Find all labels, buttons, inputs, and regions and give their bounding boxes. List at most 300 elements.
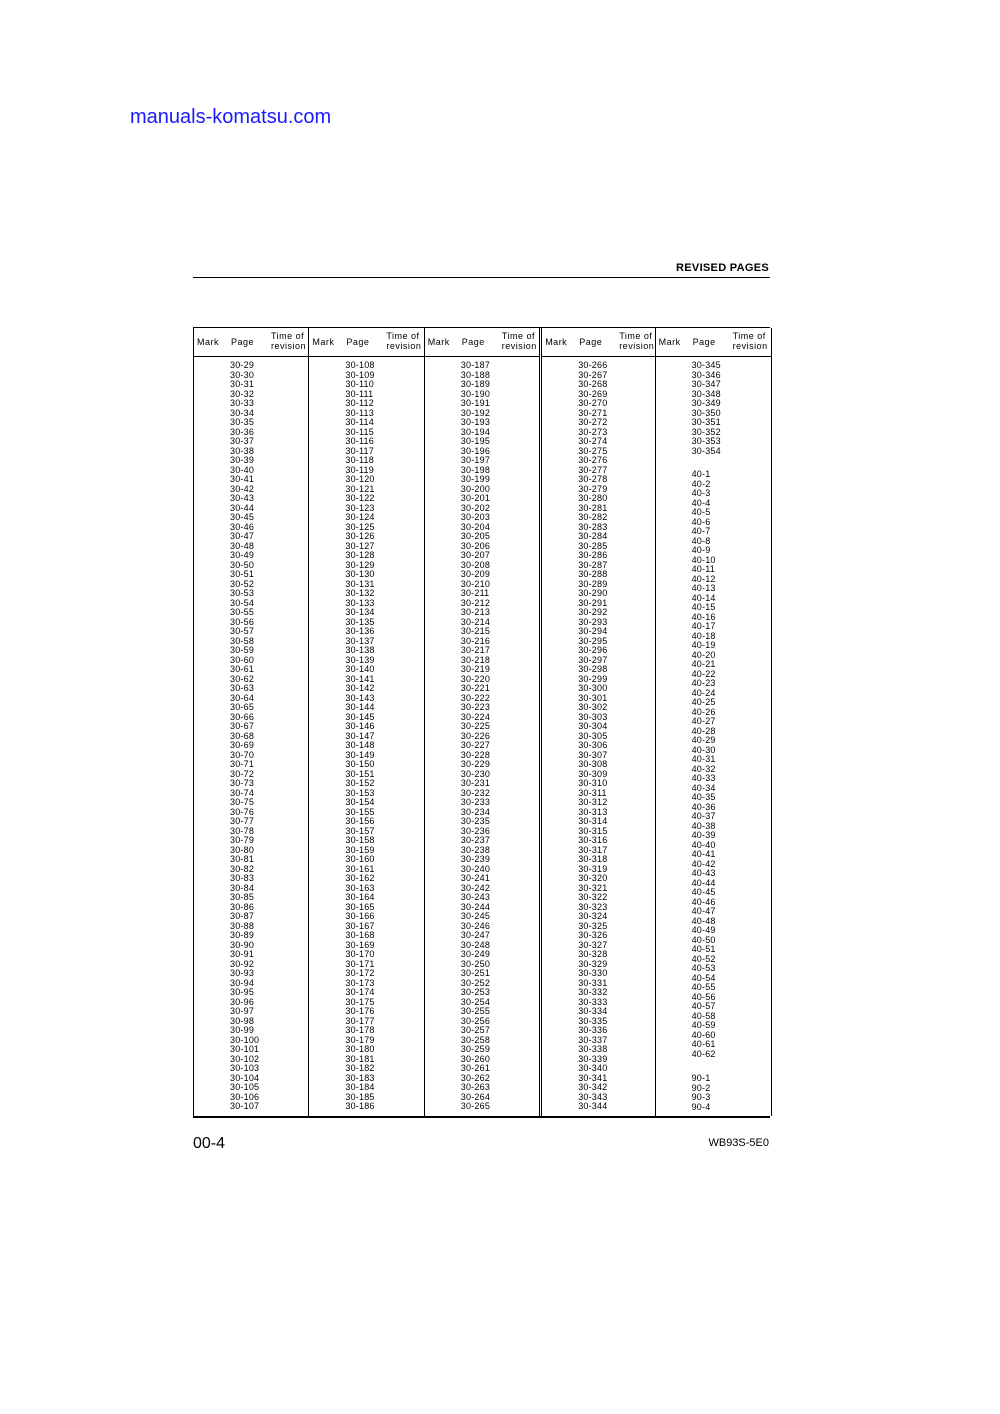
header-time-of: Time of (501, 331, 535, 341)
table-row: 30-33 (230, 398, 255, 408)
table-row: 30-311 (578, 787, 607, 798)
table-row: 30-115 (345, 426, 374, 437)
page-list (345, 361, 374, 1112)
table-row: 40-46 (691, 896, 716, 907)
table-row: 40-10 (691, 554, 716, 565)
table-row: 30-224 (460, 711, 491, 722)
table-row: 40-35 (691, 792, 716, 802)
table-column-group (308, 328, 424, 1116)
table-row: 40-14 (691, 592, 716, 603)
table-row: 30-217 (460, 645, 491, 655)
table-row: 30-162 (345, 873, 375, 883)
table-row: 30-211 (460, 588, 490, 598)
table-row: 40-5 (691, 507, 711, 517)
table-row: 30-45 (230, 512, 255, 522)
table-row: 30-183 (345, 1072, 375, 1083)
table-row: 30-132 (345, 588, 375, 598)
table-row: 30-337 (578, 1034, 608, 1045)
table-row: 30-29 (230, 360, 255, 370)
table-row: 30-95 (230, 987, 255, 997)
table-row: 40-33 (691, 773, 716, 783)
table-row: 30-152 (345, 778, 375, 788)
header-revision: revision (386, 341, 422, 351)
table-row: 30-351 (691, 417, 721, 427)
table-row: 30-243 (460, 892, 491, 902)
table-row: 30-287 (578, 559, 608, 570)
table-row: 30-288 (578, 569, 608, 579)
table-row: 90-3 (691, 1092, 711, 1102)
header-time-of: Time of (619, 331, 653, 341)
table-row: 40-40 (691, 839, 716, 850)
table-row: 90-2 (691, 1082, 711, 1093)
table-row: 30-44 (230, 502, 255, 513)
table-row: 30-174 (345, 987, 375, 997)
table-row: 30-222 (460, 692, 491, 703)
table-row: 30-116 (345, 436, 374, 446)
table-row: 30-159 (345, 844, 375, 855)
table-row: 40-47 (691, 906, 716, 916)
table-row: 30-180 (345, 1044, 375, 1054)
table-row: 30-256 (460, 1015, 491, 1026)
table-row: 30-135 (345, 616, 375, 627)
table-row: 30-125 (345, 521, 375, 532)
table-row: 40-42 (691, 858, 716, 869)
table-row: 30-273 (578, 426, 608, 437)
table-row: 30-71 (230, 759, 255, 769)
header-page: Page (231, 337, 255, 347)
header-time-of: Time of (386, 331, 420, 341)
header-revision: revision (732, 341, 768, 351)
table-row: 30-187 (460, 360, 491, 370)
table-row: 30-77 (230, 816, 255, 826)
table-row: 30-121 (345, 483, 375, 494)
table-row: 30-127 (345, 540, 375, 551)
table-row: 30-266 (578, 360, 608, 370)
table-row: 30-302 (578, 702, 608, 712)
table-row: 30-275 (578, 445, 608, 456)
table-row: 30-198 (460, 464, 491, 475)
table-row: 40-3 (691, 488, 711, 498)
table-row: 30-322 (578, 892, 608, 902)
table-row: 30-340 (578, 1063, 608, 1073)
table-row: 30-73 (230, 778, 255, 788)
table-row: 30-129 (345, 559, 375, 570)
table-row: 30-235 (460, 816, 491, 826)
table-row: 40-30 (691, 744, 716, 755)
table-row: 30-241 (460, 873, 491, 883)
table-row: 40-7 (691, 526, 711, 536)
table-row: 30-93 (230, 968, 255, 978)
table-row: 30-284 (578, 531, 608, 541)
table-row: 30-171 (345, 958, 375, 969)
table-row: 30-313 (578, 806, 608, 817)
table-row: 30-277 (578, 464, 608, 475)
table-row: 30-109 (345, 369, 375, 380)
table-row: 30-257 (460, 1025, 491, 1035)
table-row: 30-312 (578, 797, 608, 807)
table-row: 30-103 (230, 1063, 260, 1073)
header-page: Page (579, 337, 603, 347)
table-row: 30-308 (578, 759, 608, 769)
table-row: 30-98 (230, 1015, 255, 1026)
table-row: 30-169 (345, 939, 375, 950)
table-row: 30-218 (460, 654, 491, 665)
table-row: 30-232 (460, 787, 491, 798)
table-row: 30-178 (345, 1025, 375, 1035)
table-row: 40-49 (691, 925, 716, 935)
table-row: 30-219 (460, 664, 491, 674)
table-row: 30-30 (230, 369, 255, 380)
table-row: 30-350 (691, 407, 721, 418)
table-row: 30-321 (578, 882, 608, 893)
table-row: 30-234 (460, 806, 491, 817)
table-row: 30-51 (230, 569, 255, 579)
table-row: 30-118 (345, 455, 374, 465)
table-row: 30-344 (578, 1101, 608, 1111)
table-row: 30-307 (578, 749, 608, 760)
header-time-of: Time of (271, 331, 305, 341)
table-row: 30-176 (345, 1006, 375, 1016)
table-row: 40-4 (691, 497, 711, 508)
table-row: 30-123 (345, 502, 375, 513)
table-row: 30-108 (345, 360, 375, 370)
table-row: 30-354 (691, 445, 721, 456)
table-row: 30-126 (345, 531, 375, 541)
table-row: 30-94 (230, 977, 255, 988)
table-row: 40-25 (691, 697, 716, 707)
table-row: 40-15 (691, 602, 716, 612)
table-row: 30-134 (345, 607, 375, 617)
table-row: 30-34 (230, 407, 255, 418)
column-header (425, 328, 540, 357)
header-time-of-revision (386, 331, 421, 351)
table-row: 30-96 (230, 996, 255, 1007)
table-row: 40-60 (691, 1029, 716, 1040)
table-row: 30-339 (578, 1053, 608, 1064)
table-row: 30-157 (345, 825, 375, 836)
table-row: 30-353 (691, 436, 721, 446)
table-row: 30-244 (460, 901, 491, 912)
table-row: 30-37 (230, 436, 255, 446)
table-row: 40-23 (691, 678, 716, 688)
table-row: 30-251 (460, 968, 491, 978)
table-row: 30-317 (578, 844, 608, 855)
header-mark: Mark (312, 337, 335, 347)
table-row: 30-221 (460, 683, 491, 693)
table-row: 30-78 (230, 825, 255, 836)
table-row: 30-32 (230, 388, 255, 399)
table-row: 30-133 (345, 597, 375, 608)
table-row: 40-22 (691, 668, 716, 679)
table-row: 30-290 (578, 588, 608, 598)
table-row: 30-280 (578, 493, 608, 503)
table-row: 30-141 (345, 673, 375, 684)
table-row: 30-100 (230, 1034, 260, 1045)
table-row: 30-210 (460, 578, 491, 589)
table-row: 30-332 (578, 987, 608, 997)
table-row: 30-185 (345, 1091, 375, 1102)
table-row: 30-206 (460, 540, 491, 551)
table-row: 30-68 (230, 730, 255, 741)
table-row: 30-70 (230, 749, 255, 760)
table-row: 40-19 (691, 640, 716, 650)
table-row: 30-249 (460, 949, 491, 959)
table-row: 30-74 (230, 787, 255, 798)
table-row: 30-329 (578, 958, 608, 969)
table-row: 30-64 (230, 692, 255, 703)
table-row: 30-278 (578, 474, 608, 484)
table-row: 30-239 (460, 854, 491, 864)
table-row: 30-320 (578, 873, 608, 883)
table-row: 40-26 (691, 706, 716, 717)
table-row: 30-99 (230, 1025, 255, 1035)
table-row: 30-306 (578, 740, 608, 750)
table-row: 90-1 (691, 1073, 711, 1083)
model-code: WB93S-5E0 (708, 1137, 769, 1149)
table-row: 30-192 (460, 407, 491, 418)
table-row: 30-295 (578, 635, 608, 646)
table-row: 30-212 (460, 597, 491, 608)
table-row: 30-43 (230, 493, 255, 503)
table-row: 30-87 (230, 911, 255, 921)
table-row: 30-124 (345, 512, 375, 522)
table-row: 30-48 (230, 540, 255, 551)
page-number: 00-4 (193, 1135, 226, 1152)
table-row: 30-138 (345, 645, 375, 655)
table-row: 30-326 (578, 930, 608, 940)
table-row: 30-209 (460, 569, 491, 579)
table-row: 30-111 (345, 388, 374, 399)
table-row: 30-253 (460, 987, 491, 997)
table-row: 30-182 (345, 1063, 375, 1073)
table-row: 30-265 (460, 1101, 491, 1111)
table-row: 30-173 (345, 977, 375, 988)
table-row: 30-289 (578, 578, 608, 589)
table-column-group (424, 328, 540, 1116)
table-row: 30-56 (230, 616, 255, 627)
table-row: 30-150 (345, 759, 375, 769)
table-row: 30-39 (230, 455, 255, 465)
table-row: 30-188 (460, 369, 491, 380)
header-mark: Mark (545, 337, 568, 347)
column-header (309, 328, 424, 357)
table-row: 30-120 (345, 474, 375, 484)
table-row: 30-167 (345, 920, 375, 931)
table-row: 30-31 (230, 379, 255, 389)
table-row: 30-82 (230, 863, 255, 874)
table-row: 40-27 (691, 716, 716, 726)
table-row: 30-254 (460, 996, 491, 1007)
table-row: 30-106 (230, 1091, 260, 1102)
table-row: 40-31 (691, 754, 716, 764)
header-mark: Mark (427, 337, 450, 347)
table-row: 30-323 (578, 901, 608, 912)
table-row: 30-63 (230, 683, 255, 693)
column-header (194, 328, 309, 357)
table-row: 30-229 (460, 759, 491, 769)
table-row: 30-84 (230, 882, 255, 893)
table-row: 30-172 (345, 968, 375, 978)
table-row: 30-102 (230, 1053, 260, 1064)
table-row: 30-147 (345, 730, 375, 741)
table-row: 30-69 (230, 740, 255, 750)
table-row: 30-341 (578, 1072, 608, 1083)
table-row: 30-175 (345, 996, 375, 1007)
table-row: 30-347 (691, 379, 721, 389)
page-list (461, 361, 490, 1112)
table-row: 40-61 (691, 1039, 716, 1049)
table-row: 30-140 (345, 664, 375, 674)
table-row: 30-200 (460, 483, 491, 494)
table-row: 30-42 (230, 483, 255, 494)
table-row: 30-72 (230, 768, 255, 779)
table-column-group (655, 328, 772, 1116)
header-time-of-revision (502, 331, 537, 351)
page-list (692, 361, 721, 1112)
header-revision: revision (271, 341, 307, 351)
table-row: 30-342 (578, 1082, 608, 1092)
table-row: 30-343 (578, 1091, 608, 1102)
revised-pages-table (193, 327, 770, 1118)
table-row: 30-153 (345, 787, 375, 798)
table-row: 30-259 (460, 1044, 491, 1054)
table-row: 30-348 (691, 388, 721, 399)
table-row: 30-271 (578, 407, 608, 418)
table-row: 40-13 (691, 583, 716, 593)
table-row: 30-85 (230, 892, 255, 902)
table-row: 40-50 (691, 934, 716, 945)
table-row: 30-267 (578, 369, 608, 380)
table-row: 30-303 (578, 711, 608, 722)
table-row: 40-21 (691, 659, 716, 669)
table-row: 30-316 (578, 835, 608, 845)
table-row: 30-86 (230, 901, 255, 912)
table-row: 30-215 (460, 626, 491, 636)
table-row: 40-36 (691, 801, 716, 812)
table-row: 40-44 (691, 877, 716, 888)
table-row: 30-76 (230, 806, 255, 817)
header-page: Page (461, 337, 485, 347)
table-row: 30-122 (345, 493, 375, 503)
table-row: 30-75 (230, 797, 255, 807)
table-row: 30-255 (460, 1006, 491, 1016)
table-row: 40-52 (691, 953, 716, 964)
header-revision: revision (619, 341, 655, 351)
table-row: 30-225 (460, 721, 491, 731)
table-row: 40-58 (691, 1010, 716, 1021)
table-row: 30-81 (230, 854, 255, 864)
table-row: 40-2 (691, 478, 711, 489)
table-row: 30-80 (230, 844, 255, 855)
table-row: 30-97 (230, 1006, 255, 1016)
table-row: 30-207 (460, 550, 491, 560)
page-list (230, 361, 259, 1112)
table-row: 30-66 (230, 711, 255, 722)
table-row: 30-227 (460, 740, 491, 750)
header-time-of-revision (271, 331, 306, 351)
table-column-group (539, 328, 657, 1116)
table-row: 30-83 (230, 873, 255, 883)
watermark-link[interactable]: manuals-komatsu.com (130, 106, 332, 128)
table-row: 30-154 (345, 797, 375, 807)
table-row: 30-149 (345, 749, 375, 760)
table-row: 30-191 (460, 398, 491, 408)
column-header (542, 328, 657, 357)
header-mark: Mark (197, 337, 219, 347)
table-row: 30-299 (578, 673, 608, 684)
table-row: 30-131 (345, 578, 375, 589)
table-row: 30-184 (345, 1082, 375, 1092)
table-row: 30-201 (460, 493, 491, 503)
table-row: 40-12 (691, 573, 716, 584)
header-page: Page (692, 337, 716, 347)
table-row: 30-197 (460, 455, 491, 465)
table-row: 30-258 (460, 1034, 491, 1045)
table-row: 30-163 (345, 882, 375, 893)
table-row: 30-233 (460, 797, 491, 807)
table-row: 30-252 (460, 977, 491, 988)
table-row: 30-336 (578, 1025, 608, 1035)
table-row: 30-352 (691, 426, 721, 437)
table-row: 30-194 (460, 426, 491, 437)
table-row: 30-104 (230, 1072, 260, 1083)
table-row: 40-59 (691, 1020, 716, 1030)
table-row: 30-330 (578, 968, 608, 978)
table-row: 30-130 (345, 569, 375, 579)
table-row: 30-286 (578, 550, 608, 560)
table-row: 30-105 (230, 1082, 260, 1092)
table-row: 30-190 (460, 388, 491, 399)
table-row: 30-300 (578, 683, 608, 693)
table-row: 30-47 (230, 531, 255, 541)
table-row: 30-319 (578, 863, 608, 874)
table-row: 40-1 (691, 469, 711, 479)
table-row: 30-199 (460, 474, 491, 484)
table-row: 30-91 (230, 949, 255, 959)
table-row: 30-166 (345, 911, 375, 921)
table-row: 40-53 (691, 963, 716, 973)
table-row: 40-24 (691, 687, 716, 698)
table-row: 30-230 (460, 768, 491, 779)
table-row: 30-113 (345, 407, 374, 418)
table-row: 30-242 (460, 882, 491, 893)
table-row: 30-297 (578, 654, 608, 665)
table-row: 30-112 (345, 398, 374, 408)
table-row: 30-54 (230, 597, 255, 608)
table-row: 30-272 (578, 417, 608, 427)
table-row: 30-226 (460, 730, 491, 741)
table-row: 30-264 (460, 1091, 491, 1102)
table-row: 40-17 (691, 621, 716, 631)
table-row: 40-57 (691, 1001, 716, 1011)
table-row: 30-268 (578, 379, 608, 389)
table-row: 30-139 (345, 654, 375, 665)
column-header (656, 328, 771, 357)
table-row: 30-137 (345, 635, 375, 646)
table-row: 30-203 (460, 512, 491, 522)
table-row: 30-247 (460, 930, 491, 940)
table-row: 30-107 (230, 1101, 260, 1111)
table-row: 30-168 (345, 930, 375, 940)
table-row: 40-18 (691, 630, 716, 641)
table-row: 30-179 (345, 1034, 375, 1045)
table-row: 30-92 (230, 958, 255, 969)
table-row: 30-88 (230, 920, 255, 931)
table-row: 40-29 (691, 735, 716, 745)
table-row: 40-41 (691, 849, 716, 859)
table-row: 30-214 (460, 616, 491, 627)
table-row: 40-43 (691, 868, 716, 878)
